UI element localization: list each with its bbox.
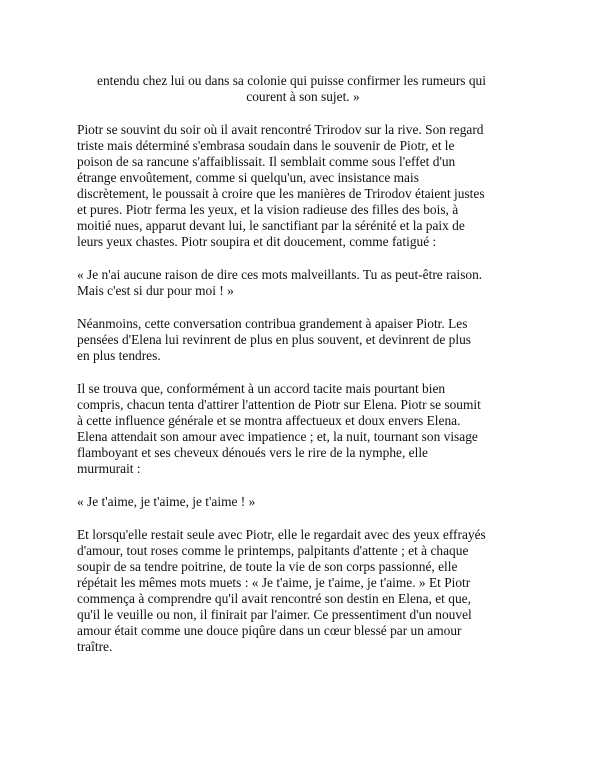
text-line: flamboyant et ses cheveux dénoués vers le rire de la nymphe, elle	[77, 445, 429, 460]
paragraph-5	[77, 381, 529, 477]
text-line: Il se trouva que, conformément à un accord tacite mais pourtant bien	[77, 381, 446, 396]
text-line: « Je n'ai aucune raison de dire ces mots malveillants. Tu as peut-être raison.	[77, 267, 483, 282]
text-line: soupir de sa tendre poitrine, de toute la vie de son corps passionné, elle	[77, 559, 458, 574]
paragraph-7	[77, 527, 529, 655]
text-line: à cette influence générale et se montra affectueux et doux envers Elena.	[77, 413, 461, 428]
text-line: triste mais déterminé s'embrasa soudain dans le souvenir de Piotr, et le	[77, 138, 455, 153]
document-page	[77, 73, 529, 672]
text-line: Et lorsqu'elle restait seule avec Piotr, elle le regardait avec des yeux effrayés	[77, 527, 486, 542]
paragraph-4	[77, 316, 529, 364]
text-line: moitié nues, apparut devant lui, le sanctifiant par la sérénité et la paix de	[77, 218, 465, 233]
text-line: poison de sa rancune s'affaiblissait. Il semblait comme sous l'effet d'un	[77, 154, 456, 169]
text-line: commença à comprendre qu'il avait rencontré son destin en Elena, et que,	[77, 591, 471, 606]
text-line: murmurait :	[77, 461, 141, 476]
text-line: répétait les mêmes mots muets : « Je t'aime, je t'aime, je t'aime. » Et Piotr	[77, 575, 471, 590]
paragraph-6	[77, 494, 529, 510]
paragraph-1	[77, 73, 529, 105]
text-line: Elena attendait son amour avec impatience ; et, la nuit, tournant son visage	[77, 429, 478, 444]
text-line: amour était comme une douce piqûre dans un cœur blessé par un amour	[77, 623, 462, 638]
text-line: Mais c'est si dur pour moi ! »	[77, 283, 234, 298]
text-line: en plus tendres.	[77, 348, 161, 363]
text-line: leurs yeux chastes. Piotr soupira et dit doucement, comme fatigué :	[77, 234, 437, 249]
text-line: qu'il le veuille ou non, il finirait par l'aimer. Ce pressentiment d'un nouvel	[77, 607, 472, 622]
text-line: discrètement, le poussait à croire que les manières de Trirodov étaient justes	[77, 186, 485, 201]
text-line: Néanmoins, cette conversation contribua grandement à apaiser Piotr. Les	[77, 316, 468, 331]
text-line: Piotr se souvint du soir où il avait rencontré Trirodov sur la rive. Son regard	[77, 122, 484, 137]
text-line: « Je t'aime, je t'aime, je t'aime ! »	[77, 494, 256, 509]
text-line: pensées d'Elena lui revinrent de plus en plus souvent, et devinrent de plus	[77, 332, 471, 347]
text-line: d'amour, tout roses comme le printemps, palpitants d'attente ; et à chaque	[77, 543, 469, 558]
text-line: étrange envoûtement, comme si quelqu'un, avec insistance mais	[77, 170, 419, 185]
paragraph-2	[77, 122, 529, 250]
text-line: traître.	[77, 639, 113, 654]
paragraph-3	[77, 267, 529, 299]
text-line: compris, chacun tenta d'attirer l'attention de Piotr sur Elena. Piotr se soumit	[77, 397, 481, 412]
text-line: et pures. Piotr ferma les yeux, et la vision radieuse des filles des bois, à	[77, 202, 459, 217]
text-line: courent à son sujet. »	[246, 89, 360, 104]
text-line: entendu chez lui ou dans sa colonie qui puisse confirmer les rumeurs qui	[97, 73, 486, 88]
